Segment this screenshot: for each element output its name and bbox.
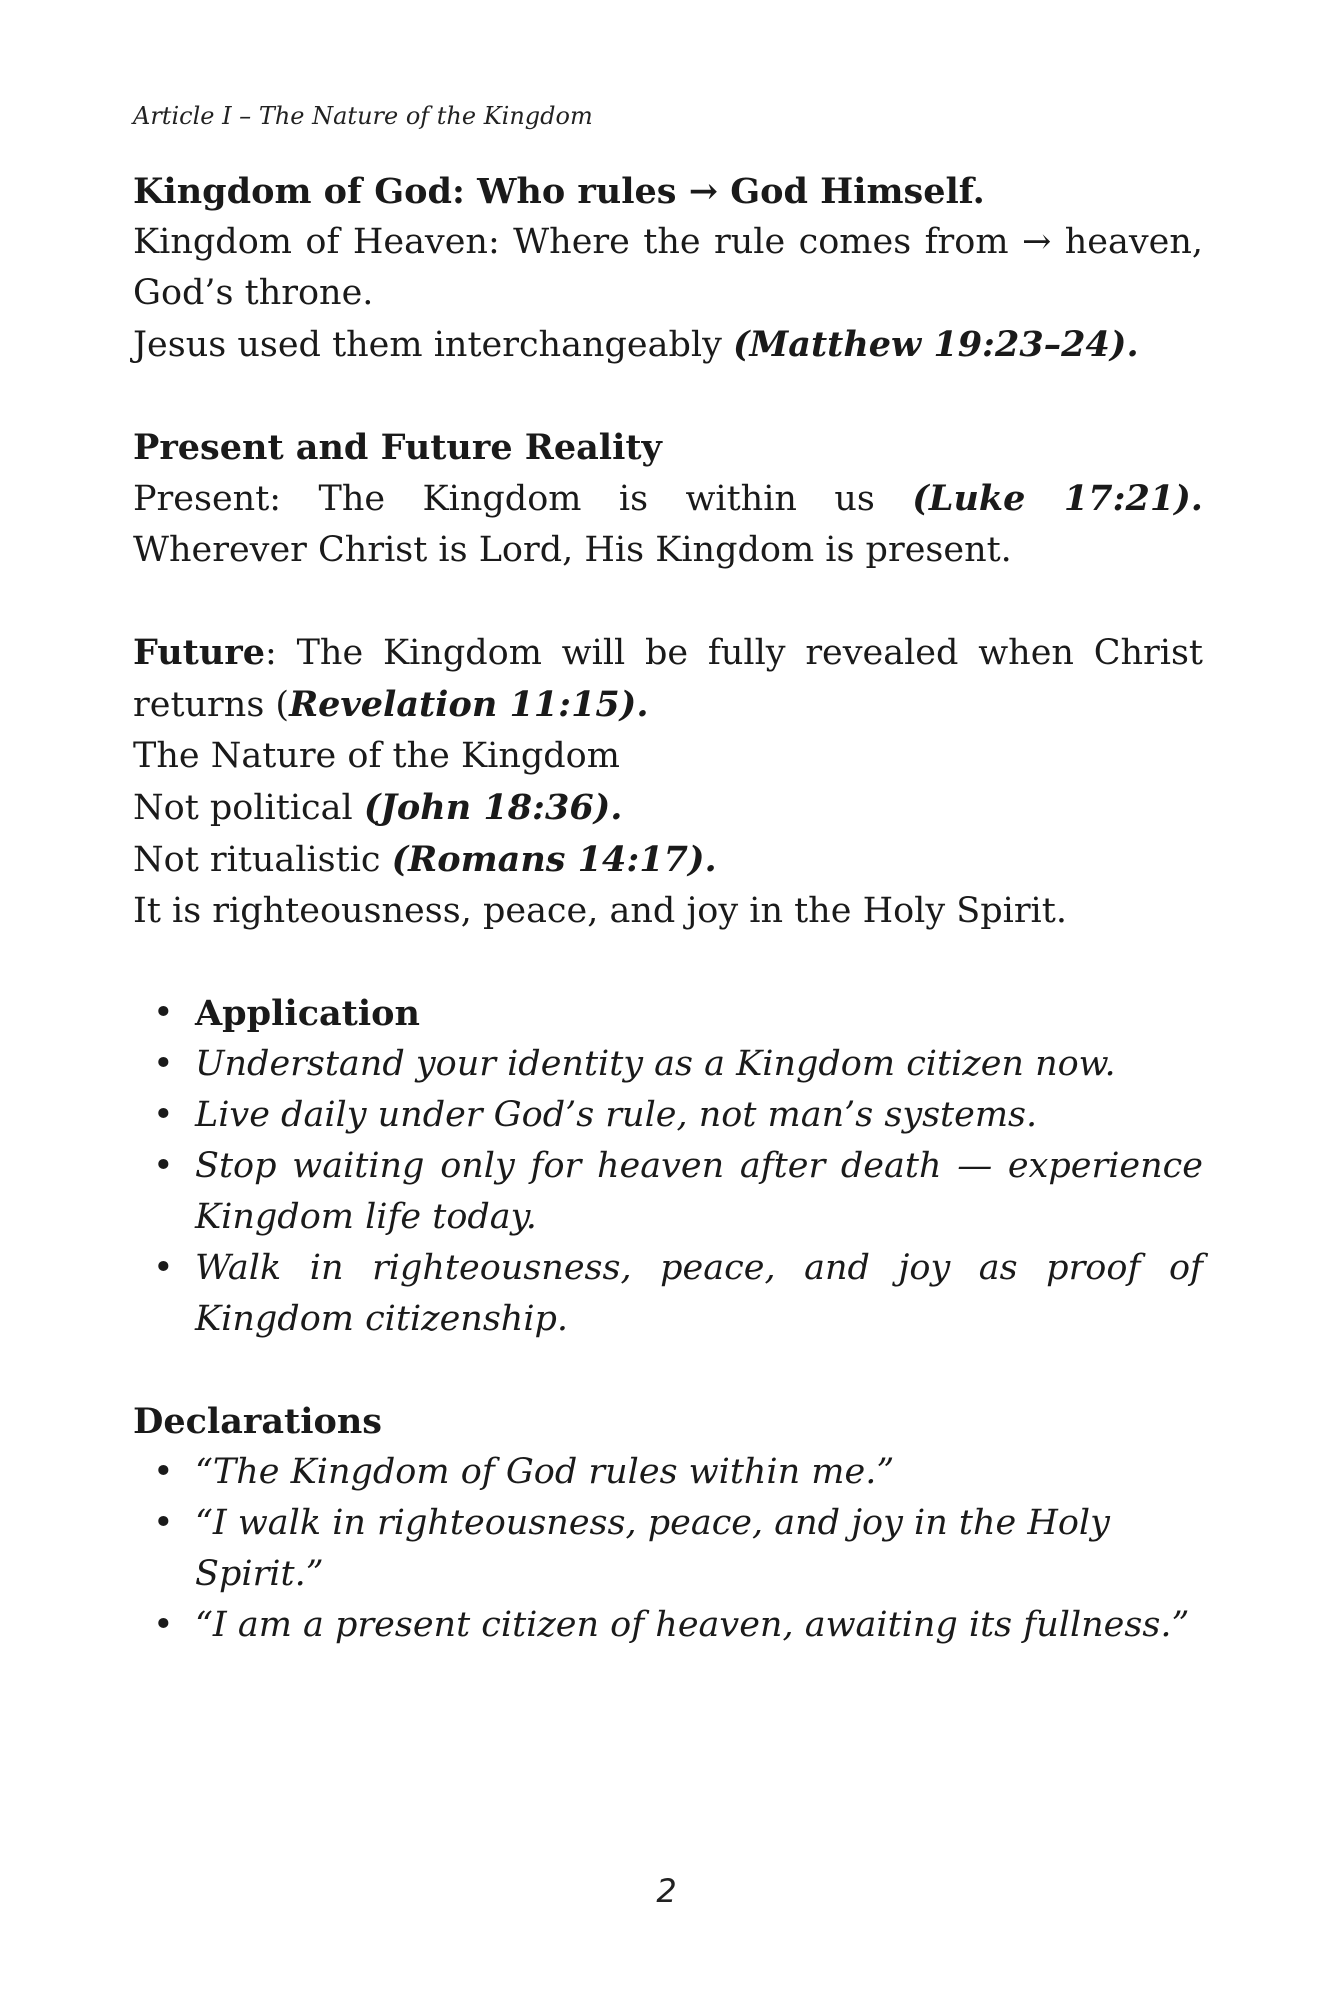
interchangeably-line [133, 319, 1203, 371]
paragraph-gap [133, 1345, 1203, 1396]
not-ritualistic-line [133, 834, 1203, 886]
present-future-heading: Present and Future Reality [133, 427, 662, 468]
body-text [133, 166, 1203, 1651]
not-political-line [133, 782, 1203, 834]
application-list [133, 988, 1203, 1345]
present-rest-text: Wherever Christ is Lord, His Kingdom is present. [133, 530, 1012, 570]
declarations-list [133, 1447, 1203, 1651]
luke-reference: (Luke 17:21). [912, 478, 1203, 519]
list-item: • “I am a present citizen of heaven, awaiting its fullness.” [195, 1600, 1203, 1651]
list-item: • Live daily under God’s rule, not man’s systems. [195, 1090, 1203, 1141]
not-ritualistic-text: Not ritualistic [133, 840, 392, 880]
paragraph-gap [133, 371, 1203, 422]
list-item: • “The Kingdom of God rules within me.” [195, 1447, 1203, 1498]
romans-reference: (Romans 14:17). [391, 839, 717, 880]
not-political-text: Not political [133, 788, 364, 828]
paragraph-gap [133, 576, 1203, 627]
list-item: • Walk in righteousness, peace, and joy as proof of Kingdom citizenship. [195, 1243, 1203, 1345]
revelation-reference: Revelation 11:15). [289, 684, 649, 725]
present-paragraph [133, 473, 1203, 576]
declarations-heading: Declarations [133, 1401, 382, 1442]
righteousness-line: It is righteousness, peace, and joy in the Holy Spirit. [133, 891, 1067, 931]
kingdom-of-heaven-line: Kingdom of Heaven: Where the rule comes from → heaven, God’s throne. [133, 222, 1203, 313]
page-number: 2 [656, 1872, 677, 1910]
list-item: • Stop waiting only for heaven after death — experience Kingdom life today. [195, 1141, 1203, 1243]
list-item: • “I walk in righteousness, peace, and joy in the Holy Spirit.” [195, 1498, 1203, 1600]
future-label: Future [133, 632, 266, 673]
future-text: : The Kingdom will be fully revealed when Christ returns ( [133, 633, 1203, 725]
application-heading: • Application [195, 988, 1203, 1039]
interchangeably-text: Jesus used them interchangeably [133, 325, 733, 365]
nature-line: The Nature of the Kingdom [133, 736, 620, 776]
john-reference: (John 18:36). [363, 787, 623, 828]
running-header: Article I – The Nature of the Kingdom [133, 102, 593, 130]
matthew-reference: (Matthew 19:23–24). [733, 324, 1139, 365]
paragraph-gap [133, 937, 1203, 988]
list-item: • Understand your identity as a Kingdom citizen now. [195, 1039, 1203, 1090]
kingdom-of-god-line: Kingdom of God: Who rules → God Himself. [133, 171, 985, 212]
present-text: Present: The Kingdom is within us [133, 479, 913, 519]
future-paragraph [133, 627, 1203, 731]
